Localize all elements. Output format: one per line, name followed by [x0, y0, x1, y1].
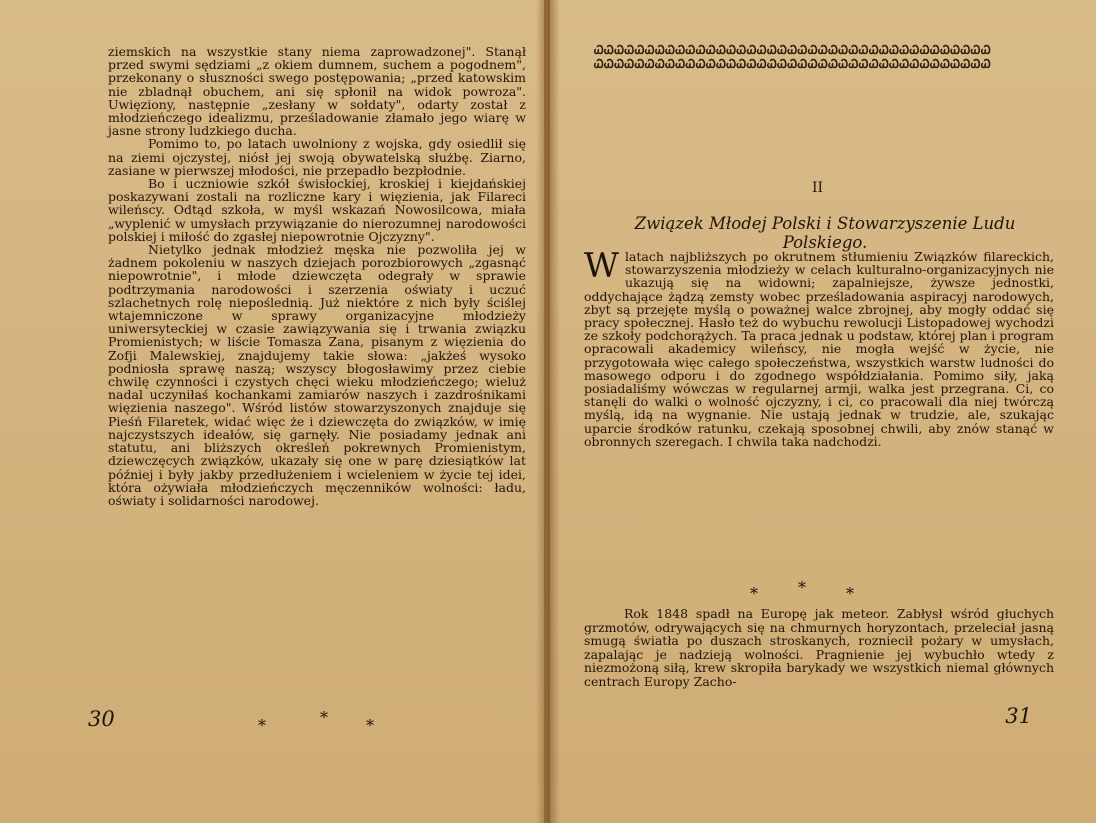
right-paragraph-2: Rok 1848 spadł na Europę jak meteor. Zabłysł wśród głuchych grzmotów, odrywających się na chmurnych horyzontach, przeleciał jasną smugą światła po duszach stroskanych, rozniecił pożary w umysłach, zapalając je nadzieją wolności. Pragnienie jej wybuchło wtedy z niezmożoną siłą, krew skropiła barykady we wszystkich niemal głównych centrach Europy Zacho- — [584, 606, 1054, 689]
left-paragraph-2: Pomimo to, po latach uwolniony z wojska, gdy osiedlił się na ziemi ojczystej, niósł jej swoją obywatelską służbę. Ziarno, zasiane w pierwszej młodości, nie przepadło bezpłodnie. — [108, 136, 526, 178]
star: * — [320, 708, 328, 727]
left-page-number: 30 — [88, 707, 115, 731]
star: * — [750, 584, 758, 603]
star: * — [366, 716, 374, 735]
section-break-stars — [258, 708, 388, 736]
left-page — [0, 0, 546, 823]
left-paragraph-1: ziemskich na wszystkie stany niema zaprowadzonej". Stanął przed swymi sędziami „z okiem dumnem, suchem a pogodnem", przekonany o słuszności swego postępowania; „przed katowskim nie zbladnął obuchem, ani się spłonił na widok powroza". Uwięziony, następnie „zesłany w sołdaty", odarty został z młodzieńczego idealizmu, prześladowanie złamało jego wiarę w jasne strony ludzkiego ducha. — [108, 44, 526, 139]
right-page-number: 31 — [1005, 704, 1032, 728]
left-page-text — [108, 45, 526, 507]
left-paragraph-3: Bo i uczniowie szkół świsłockiej, kroskiej i kiejdańskiej poskazywani zostali na rozliczne kary i więzienia, jak Filareci wileńscy. Odtąd szkoła, w myśl wskazań Nowosilcowa, miała „wyplenić w umysłach przywiązanie do nierozumnej narodowości polskiej i miłość do zgasłej niepowrotnie Ojczyzny". — [108, 176, 526, 244]
chapter-number: II — [812, 180, 824, 196]
star: * — [798, 578, 806, 597]
section-break-stars — [750, 578, 900, 602]
star: * — [258, 716, 266, 735]
right-page-text — [584, 246, 1054, 449]
ornament-line: ᏇᏇᏇᏇᏇᏇᏇᏇᏇᏇᏇᏇᏇᏇᏇᏇᏇᏇᏇᏇᏇᏇᏇᏇᏇᏇᏇᏇᏇᏇᏇᏇᏇᏇᏇᏇᏇᏇᏇ — [594, 57, 992, 71]
star: * — [846, 584, 854, 603]
ornament-line: ᏇᏇᏇᏇᏇᏇᏇᏇᏇᏇᏇᏇᏇᏇᏇᏇᏇᏇᏇᏇᏇᏇᏇᏇᏇᏇᏇᏇᏇᏇᏇᏇᏇᏇᏇᏇᏇᏇᏇ — [594, 43, 992, 57]
right-paragraph-1: latach najbliższych po okrutnem stłumieniu Związków filareckich, stowarzyszenia młodzieży w celach kulturalno-organizacyjnych nie ukazują się na widowni; zapalniejsze, żywsze jednostki, oddychające żądzą zemsty wobec prześladowania aspiracyj narodowych, zbyt są przejęte myślą o poważnej walce zbrojnej, aby mogły oddać się pracy społecznej. Hasło też do wybuchu rewolucji Listopadowej wychodzi ze szkoły podchorążych. Ta praca jednak u podstaw, której plan i program opracowali akademicy wileńscy, nie mogła wejść w życie, nie przygotowała więc całego społeczeństwa, wszystkich warstw ludności do masowego odporu i do zgodnego współdziałania. Pomimo siły, jaką posiadaliśmy wówczas w regularnej armji, walka jest przegrana. Ci, co stanęli do walki o wolność ojczyzny, i ci, co pracowali dla niej twórczą myślą, idą na wygnanie. Nie ustają jednak w trudzie, ale, szukając uparcie środków ratunku, czekają sposobnej chwili, aby znów stanąć w obronnych szeregach. I chwila taka nadchodzi. — [584, 249, 1054, 449]
left-paragraph-4: Nietylko jednak młodzież męska nie pozwoliła jej w żadnem pokoleniu w naszych dziejach porozbiorowych „zgasnąć niepowrotnie", i młode dziewczęta odegrały w sprawie podtrzymania narodowości i szerzenia oświaty i uczuć szlachetnych rolę niepoślednią. Już niektóre z nich były ściślej wtajemniczone w sprawy organizacyjne młodzieży uniwersyteckiej w czasie zawiązywania się i trwania związku Promienistych; w liście Tomasza Zana, pisanym z więzienia do Zofji Malewskiej, znajdujemy takie słowa: „jakżeś wysoko podniosła sprawę naszą; wszyscy błogosławimy przez ciebie chwilę czynności i czystych chęci wieku młodzieńczego; wieluż nadal uczyniłaś kochankami zamiarów naszych i zazdrośnikami więzienia naszego". Wśród listów stowarzyszonych znajduje się Pieśń Filaretek, widać więc że i dziewczęta do związków, w imię najczystszych ideałów, się garnęły. Nie posiadamy jednak ani statutu, ani bliższych określeń pokrewnych Promienistym, dziewczęcych związków, ukazały się one w parę dziesiątków lat później i były jakby przedłużeniem i wcieleniem w życie tej idei, która ożywiała młodzieńczych męczenników wolności: ładu, oświaty i solidarności narodowej. — [108, 242, 526, 508]
book-gutter — [536, 0, 560, 823]
right-page-text-2 — [584, 607, 1054, 689]
drop-cap: W — [584, 246, 619, 286]
chapter-title: Związek Młodej Polski i Stowarzyszenie Ludu Polskiego. — [634, 214, 1016, 252]
ornamental-border — [594, 43, 1050, 73]
right-page — [548, 0, 1096, 823]
